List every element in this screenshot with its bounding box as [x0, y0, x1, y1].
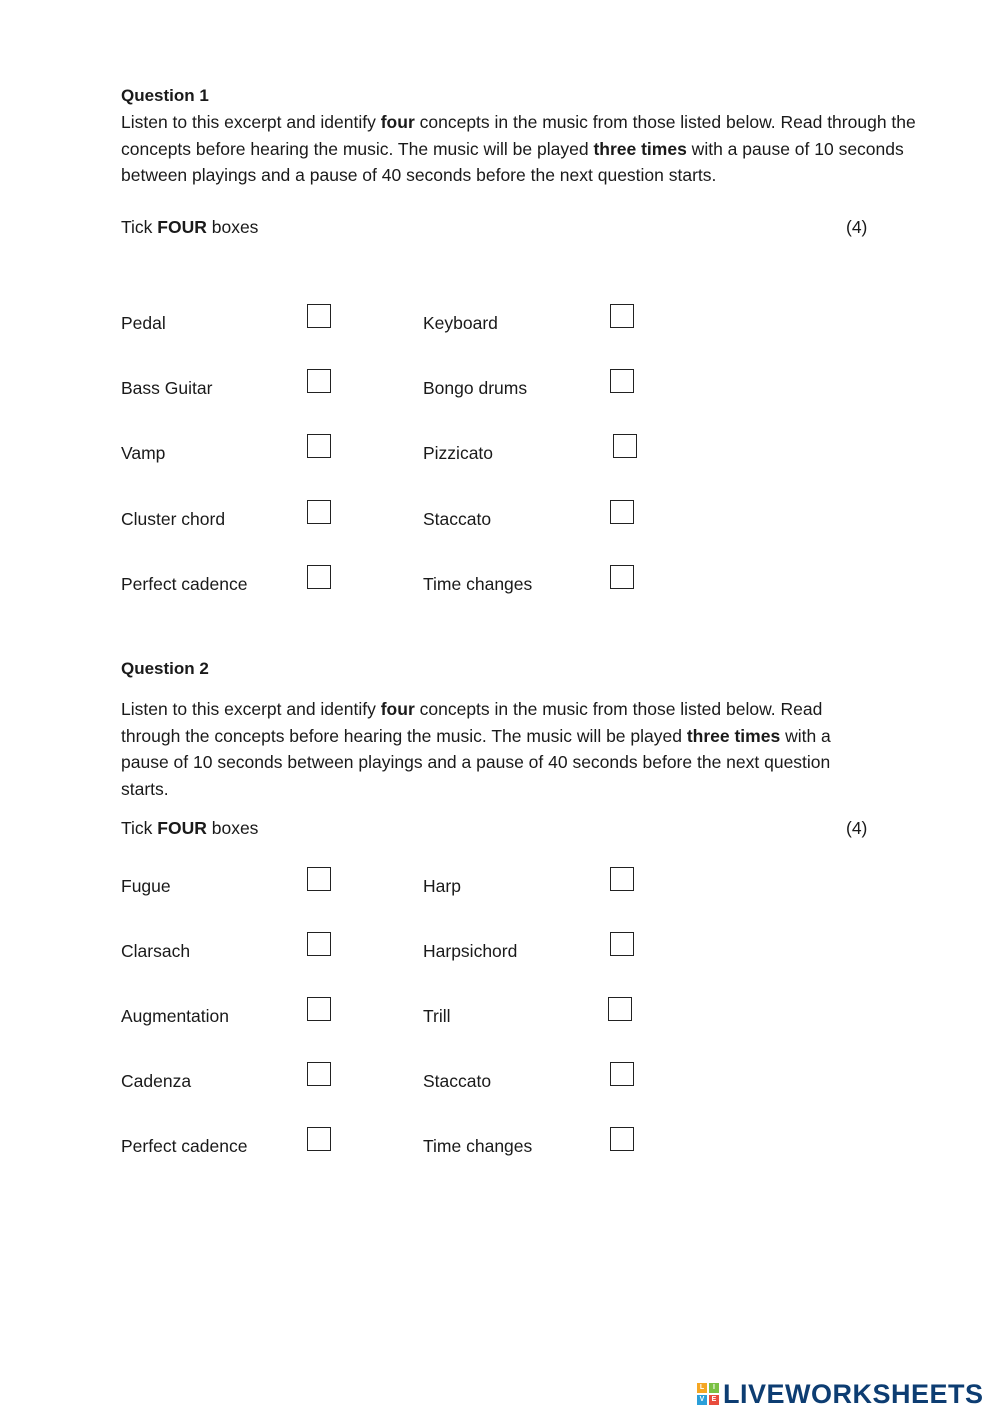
q2-option-label: Cadenza — [121, 1071, 192, 1091]
q1-option-label: Vamp — [121, 443, 166, 463]
q2-checkbox-trill[interactable] — [608, 997, 632, 1021]
q1-checkbox-bongo-drums[interactable] — [610, 369, 634, 393]
q2-option-label: Staccato — [423, 1071, 492, 1091]
q1-option-label: Cluster chord — [121, 509, 226, 529]
question-2-tick-instruction: Tick FOUR boxes — [121, 818, 259, 838]
q2-option-label: Fugue — [121, 876, 171, 896]
q2-checkbox-staccato[interactable] — [610, 1062, 634, 1086]
q1-checkbox-pizzicato[interactable] — [613, 434, 637, 458]
q2-option-label: Time changes — [423, 1136, 533, 1156]
question-2-title: Question 2 — [121, 659, 209, 678]
q2-checkbox-time-changes[interactable] — [610, 1127, 634, 1151]
logo-mark-icon: L I V E — [697, 1383, 719, 1405]
q2-checkbox-augmentation[interactable] — [307, 997, 331, 1021]
q1-checkbox-perfect-cadence[interactable] — [307, 565, 331, 589]
question-1-title: Question 1 — [121, 86, 209, 105]
q2-option-label: Clarsach — [121, 941, 191, 961]
q1-option-label: Pizzicato — [423, 443, 494, 463]
q1-option-label: Bass Guitar — [121, 378, 213, 398]
question-2-instructions: Listen to this excerpt and identify four concepts in the music from those listed below. Read through the concepts before hearing the music. The music will be played three times with a pause of 10 seconds between playings and a pause of 40 seconds before the next question starts. — [121, 699, 831, 799]
q1-checkbox-pedal[interactable] — [307, 304, 331, 328]
q1-checkbox-staccato[interactable] — [610, 500, 634, 524]
q1-option-label: Staccato — [423, 509, 492, 529]
q2-checkbox-harp[interactable] — [610, 867, 634, 891]
q1-checkbox-cluster-chord[interactable] — [307, 500, 331, 524]
q2-checkbox-perfect-cadence[interactable] — [307, 1127, 331, 1151]
question-1-marks: (4) — [846, 217, 868, 237]
q2-option-label: Perfect cadence — [121, 1136, 248, 1156]
q1-checkbox-vamp[interactable] — [307, 434, 331, 458]
question-1-instructions: Listen to this excerpt and identify four concepts in the music from those listed below. Read through the concepts before hearing the music. The music will be played three times with a pause of 10 seconds between playings and a pause of 40 seconds before the next question starts. — [121, 112, 916, 185]
q2-checkbox-harpsichord[interactable] — [610, 932, 634, 956]
q2-option-label: Harp — [423, 876, 461, 896]
question-2-marks: (4) — [846, 818, 868, 838]
q1-option-label: Keyboard — [423, 313, 498, 333]
q2-checkbox-cadenza[interactable] — [307, 1062, 331, 1086]
q1-checkbox-bass-guitar[interactable] — [307, 369, 331, 393]
question-1-tick-instruction: Tick FOUR boxes — [121, 217, 259, 237]
q1-checkbox-keyboard[interactable] — [610, 304, 634, 328]
logo-text: LIVEWORKSHEETS — [723, 1378, 984, 1409]
q1-option-label: Pedal — [121, 313, 166, 333]
q1-option-label: Bongo drums — [423, 378, 528, 398]
q1-checkbox-time-changes[interactable] — [610, 565, 634, 589]
liveworksheets-logo — [697, 1378, 984, 1410]
q2-option-label: Trill — [423, 1006, 451, 1026]
q1-option-label: Perfect cadence — [121, 574, 248, 594]
q1-option-label: Time changes — [423, 574, 533, 594]
q2-option-label: Harpsichord — [423, 941, 518, 961]
q2-checkbox-fugue[interactable] — [307, 867, 331, 891]
q2-option-label: Augmentation — [121, 1006, 229, 1026]
q2-checkbox-clarsach[interactable] — [307, 932, 331, 956]
